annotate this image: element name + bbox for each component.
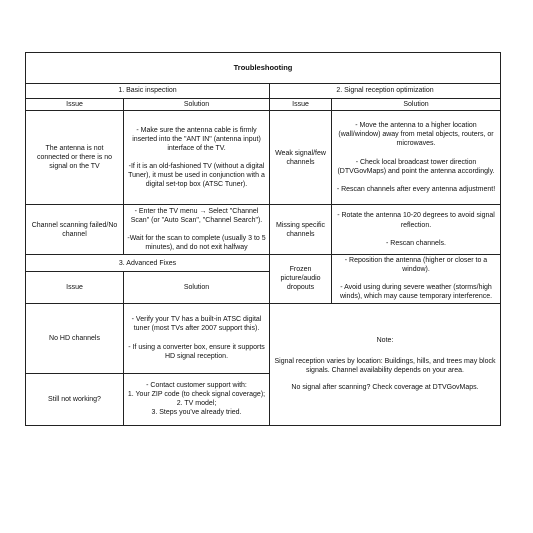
- note-body: Signal reception varies by location: Buildings, hills, and trees may block signals. Channel availability depends on your area.: [274, 357, 496, 375]
- section1-solution-header: Solution: [124, 99, 270, 111]
- section3-solution-header: Solution: [124, 272, 270, 303]
- note-footer: No signal after scanning? Check coverage at DTVGovMaps.: [291, 384, 479, 392]
- solution-channel-scan-failed: - Enter the TV menu → Select "Channel Scan" (or "Auto Scan", "Channel Search"). -Wait for the scan to complete (usually 3 to 5 minutes), and do not exit halfway: [124, 205, 270, 255]
- issue-weak-signal: Weak signal/few channels: [270, 111, 332, 205]
- section2-solution-header: Solution: [332, 99, 501, 111]
- solution-no-hd-channels: - Verify your TV has a built-in ATSC digital tuner (most TVs after 2007 support this). - If using a converter box, ensure it supports HD signal reception.: [124, 303, 270, 373]
- solution-missing-channels: - Rotate the antenna 10-20 degrees to avoid signal reflection. - Rescan channels.: [332, 205, 501, 255]
- issue-antenna-not-connected: The antenna is not connected or there is no signal on the TV: [26, 111, 124, 205]
- issue-still-not-working: Still not working?: [26, 373, 124, 425]
- troubleshooting-table: [25, 52, 501, 426]
- section1-issue-header: Issue: [26, 99, 124, 111]
- section2-heading: 2. Signal reception optimization: [270, 84, 501, 99]
- issue-missing-channels: Missing specific channels: [270, 205, 332, 255]
- section2-issue-header: Issue: [270, 99, 332, 111]
- section1-heading: 1. Basic inspection: [26, 84, 270, 99]
- issue-no-hd-channels: No HD channels: [26, 303, 124, 373]
- note-cell: [270, 303, 501, 425]
- solution-antenna-not-connected: - Make sure the antenna cable is firmly inserted into the "ANT IN" (antenna input) interface of the TV. -If it is an old-fashioned TV (without a digital Tuner), it must be used in conjunction with a digital set-top box (ATSC Tuner).: [124, 111, 270, 205]
- section3-issue-header: Issue: [26, 272, 124, 303]
- solution-still-not-working: - Contact customer support with: 1. Your ZIP code (to check signal coverage); 2. TV model; 3. Steps you've already tried.: [124, 373, 270, 425]
- solution-frozen-picture: - Reposition the antenna (higher or closer to a window). - Avoid using during severe weather (storms/high winds), which may cause temporary interference.: [332, 255, 501, 303]
- section3-heading: 3. Advanced Fixes: [26, 255, 270, 272]
- issue-channel-scan-failed: Channel scanning failed/No channel: [26, 205, 124, 255]
- issue-frozen-picture: Frozen picture/audio dropouts: [270, 255, 332, 303]
- note-title: Note:: [376, 336, 394, 344]
- table-title: Troubleshooting: [26, 53, 501, 84]
- solution-weak-signal: - Move the antenna to a higher location (wall/window) away from metal objects, routers, or microwaves. - Check local broadcast tower direction (DTVGovMaps) and point the antenna accordingly. - Rescan channels after every antenna adjustment!: [332, 111, 501, 205]
